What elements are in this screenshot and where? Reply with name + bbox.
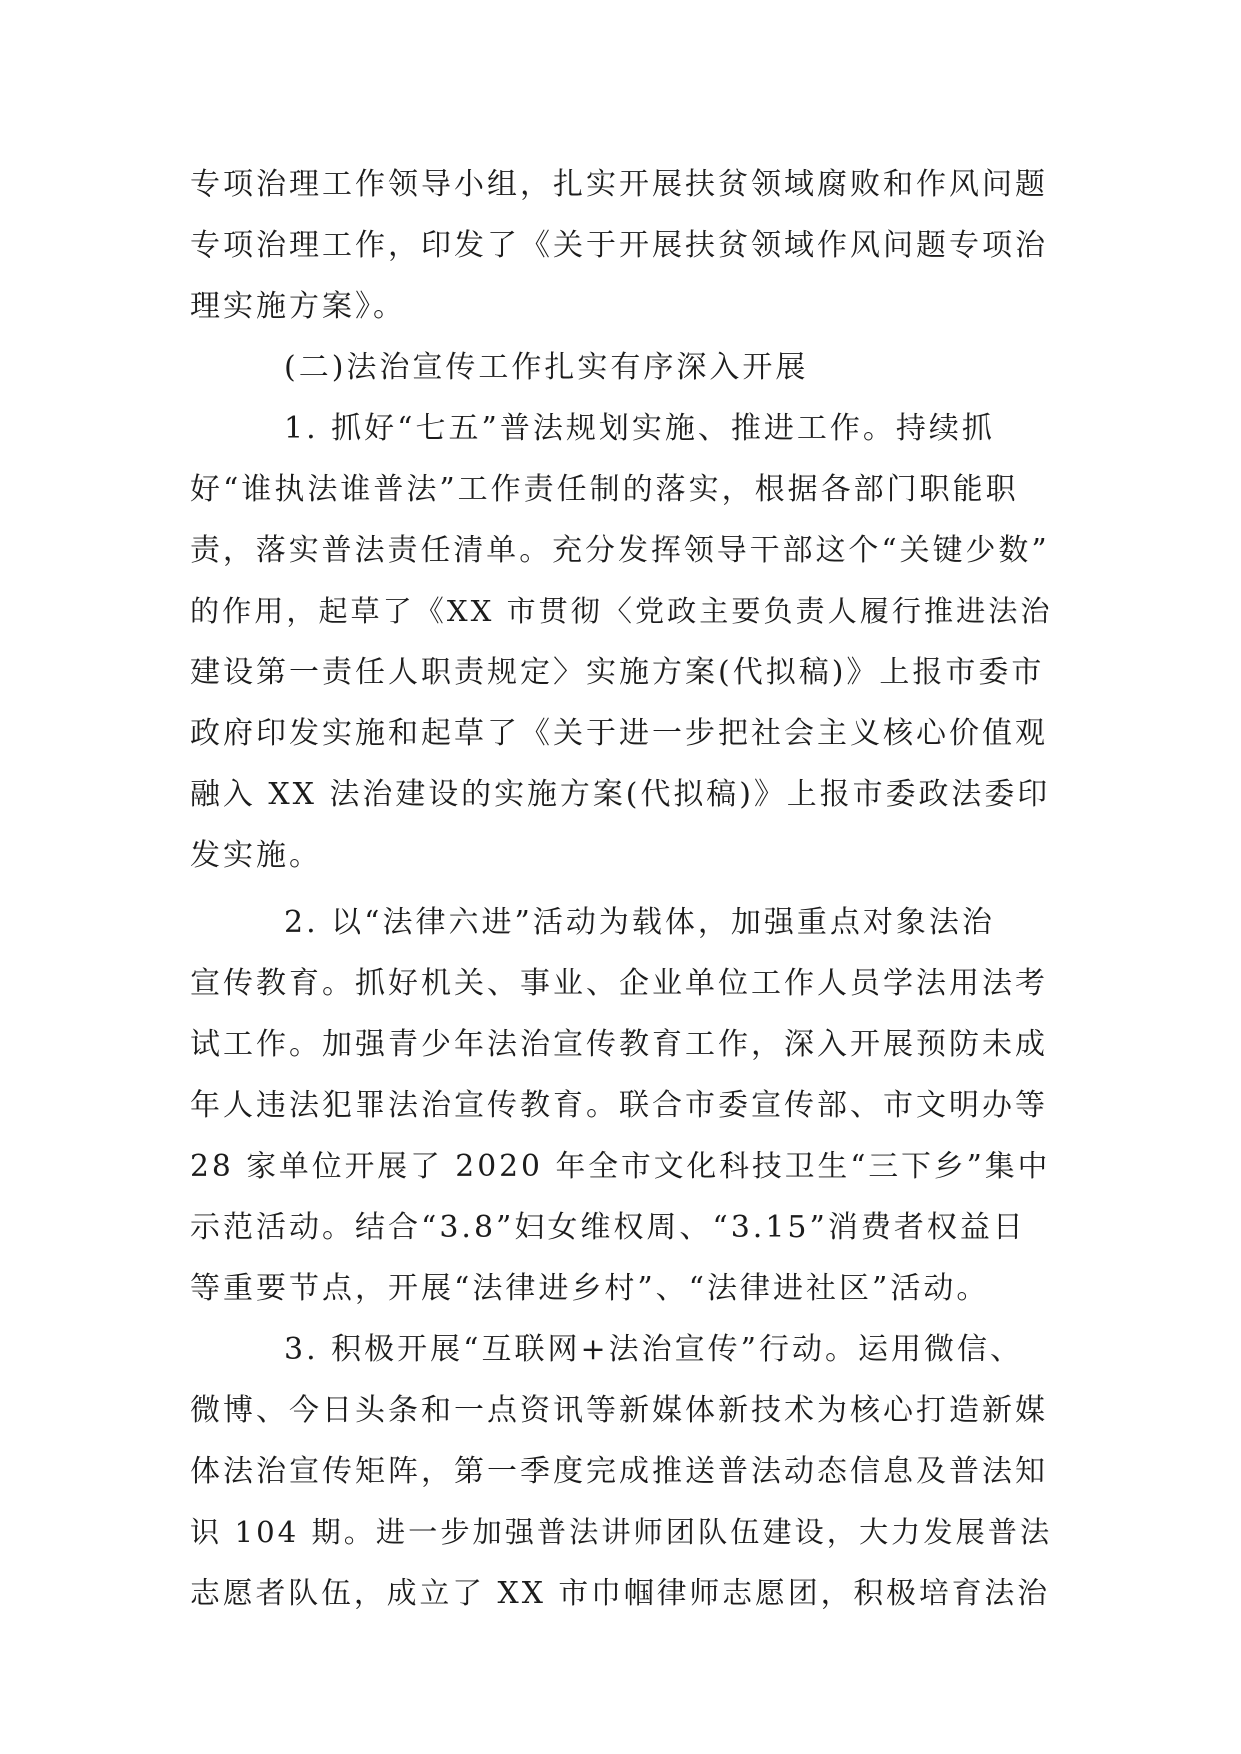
text-line: 年人违法犯罪法治宣传教育。联合市委宣传部、市文明办等	[190, 1088, 1048, 1123]
text-line: 理实施方案》。	[190, 289, 406, 324]
text-line: 融入 XX 法治建设的实施方案(代拟稿)》上报市委政法委印	[190, 777, 1051, 812]
text-line: 专项治理工作领导小组，扎实开展扶贫领域腐败和作风问题	[190, 167, 1048, 202]
text-line: 1. 抓好“七五”普法规划实施、推进工作。持续抓	[284, 411, 995, 446]
text-line: 示范活动。结合“3.8”妇女维权周、“3.15”消费者权益日	[190, 1210, 1026, 1245]
text-line: 建设第一责任人职责规定〉实施方案(代拟稿)》上报市委市	[190, 655, 1045, 690]
text-line: 志愿者队伍，成立了 XX 市巾帼律师志愿团，积极培育法治	[190, 1576, 1051, 1611]
text-line: 发实施。	[190, 838, 322, 873]
text-line: 体法治宣传矩阵，第一季度完成推送普法动态信息及普法知	[190, 1454, 1048, 1489]
text-line: 宣传教育。抓好机关、事业、企业单位工作人员学法用法考	[190, 966, 1048, 1001]
text-line: 试工作。加强青少年法治宣传教育工作，深入开展预防未成	[190, 1027, 1048, 1062]
text-line: 3. 积极开展“互联网+法治宣传”行动。运用微信、	[284, 1332, 1023, 1367]
text-line: 2. 以“法律六进”活动为载体，加强重点对象法治	[284, 905, 995, 940]
text-line: 责，落实普法责任清单。充分发挥领导干部这个“关键少数”	[190, 533, 1050, 568]
text-line: 好“谁执法谁普法”工作责任制的落实，根据各部门职能职	[190, 472, 1019, 507]
text-line: 识 104 期。进一步加强普法讲师团队伍建设，大力发展普法	[190, 1515, 1053, 1549]
text-line: 政府印发实施和起草了《关于进一步把社会主义核心价值观	[190, 716, 1048, 751]
text-line: 微博、今日头条和一点资讯等新媒体新技术为核心打造新媒	[190, 1393, 1048, 1428]
section-heading: (二)法治宣传工作扎实有序深入开展	[284, 350, 809, 385]
document-body	[190, 154, 1053, 1624]
text-line: 28 家单位开展了 2020 年全市文化科技卫生“三下乡”集中	[190, 1149, 1051, 1184]
text-line: 等重要节点，开展“法律进乡村”、“法律进社区”活动。	[190, 1271, 990, 1306]
text-line: 的作用，起草了《XX 市贯彻〈党政主要负责人履行推进法治	[190, 594, 1053, 628]
text-line: 专项治理工作，印发了《关于开展扶贫领域作风问题专项治	[190, 228, 1048, 263]
